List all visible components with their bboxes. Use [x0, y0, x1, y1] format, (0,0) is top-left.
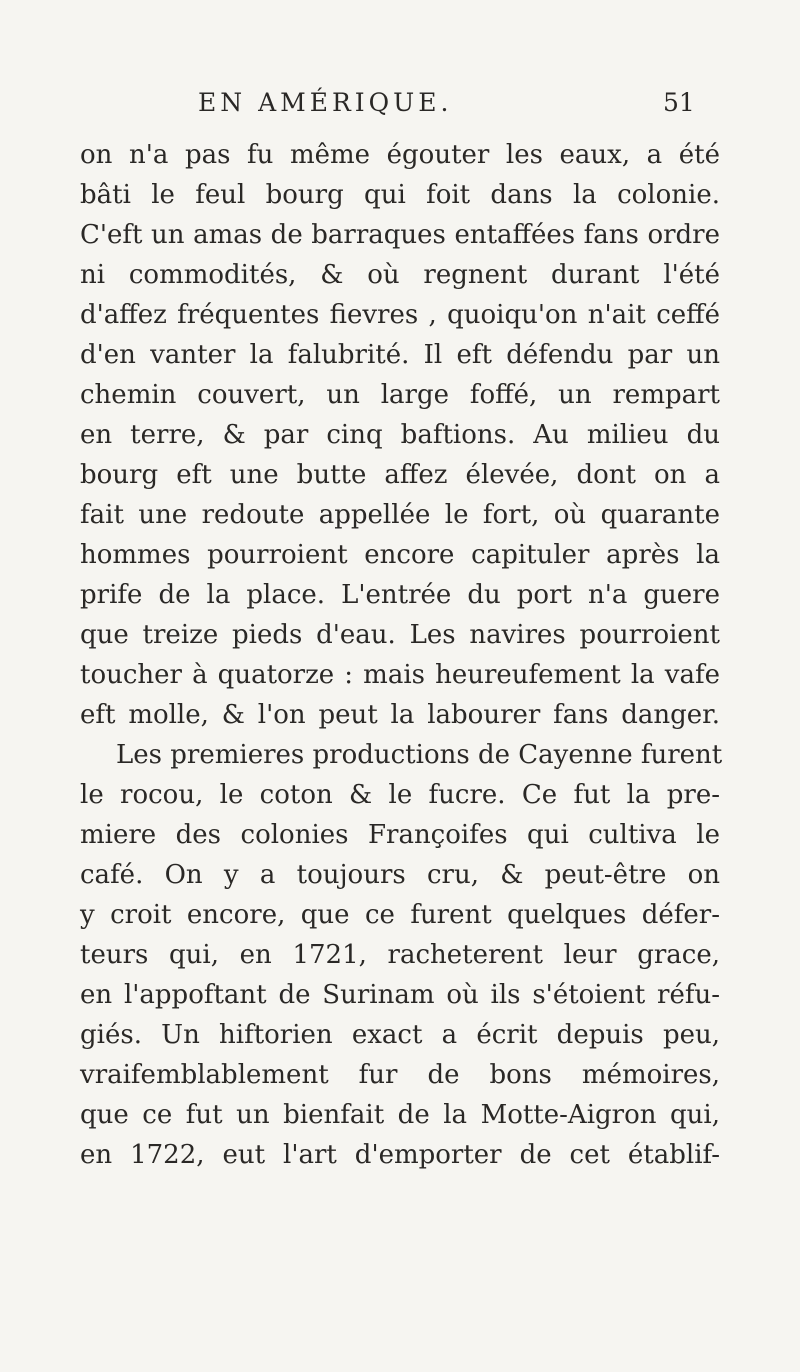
text-line: C'eft un amas de barraques entaffées fans ordre	[80, 220, 720, 250]
running-title: EN AMÉRIQUE.	[198, 88, 453, 117]
text-line: café. On y a toujours cru, & peut-être on	[80, 860, 720, 890]
text-line: toucher à quatorze : mais heureufement la vafe	[80, 660, 720, 690]
text-line: miere des colonies Françoifes qui cultiva le	[80, 820, 720, 850]
text-line: que ce fut un bienfait de la Motte-Aigron qui,	[80, 1100, 720, 1130]
text-line: bâti le feul bourg qui foit dans la colonie.	[80, 180, 720, 210]
text-line: que treize pieds d'eau. Les navires pourroient	[80, 620, 720, 650]
text-line: bourg eft une butte affez élevée, dont on a	[80, 460, 720, 490]
text-line: le rocou, le coton & le fucre. Ce fut la pre-	[80, 780, 720, 810]
running-head	[0, 88, 800, 128]
text-line: prife de la place. L'entrée du port n'a guere	[80, 580, 720, 610]
text-line: hommes pourroient encore capituler après la	[80, 540, 720, 570]
text-line: chemin couvert, un large foffé, un rempart	[80, 380, 720, 410]
text-line: d'affez fréquentes fievres , quoiqu'on n'ait ceffé	[80, 300, 720, 330]
text-line: en l'appoftant de Surinam où ils s'étoient réfu-	[80, 980, 720, 1010]
text-line: y croit encore, que ce furent quelques défer-	[80, 900, 720, 930]
text-line-paragraph-start: Les premieres productions de Cayenne furent	[116, 740, 723, 770]
text-line: fait une redoute appellée le fort, où quarante	[80, 500, 720, 530]
text-line: d'en vanter la falubrité. Il eft défendu par un	[80, 340, 720, 370]
text-line: en 1722, eut l'art d'emporter de cet établif-	[80, 1140, 720, 1170]
text-line: teurs qui, en 1721, racheterent leur grace,	[80, 940, 720, 970]
text-line: en terre, & par cinq baftions. Au milieu du	[80, 420, 720, 450]
text-line: vraifemblablement fur de bons mémoires,	[80, 1060, 720, 1090]
text-line: ni commodités, & où regnent durant l'été	[80, 260, 720, 290]
page-number: 51	[663, 88, 695, 117]
text-line: on n'a pas fu même égouter les eaux, a été	[80, 140, 720, 170]
text-line: giés. Un hiftorien exact a écrit depuis peu,	[80, 1020, 720, 1050]
text-line: eft molle, & l'on peut la labourer fans danger.	[80, 700, 720, 730]
